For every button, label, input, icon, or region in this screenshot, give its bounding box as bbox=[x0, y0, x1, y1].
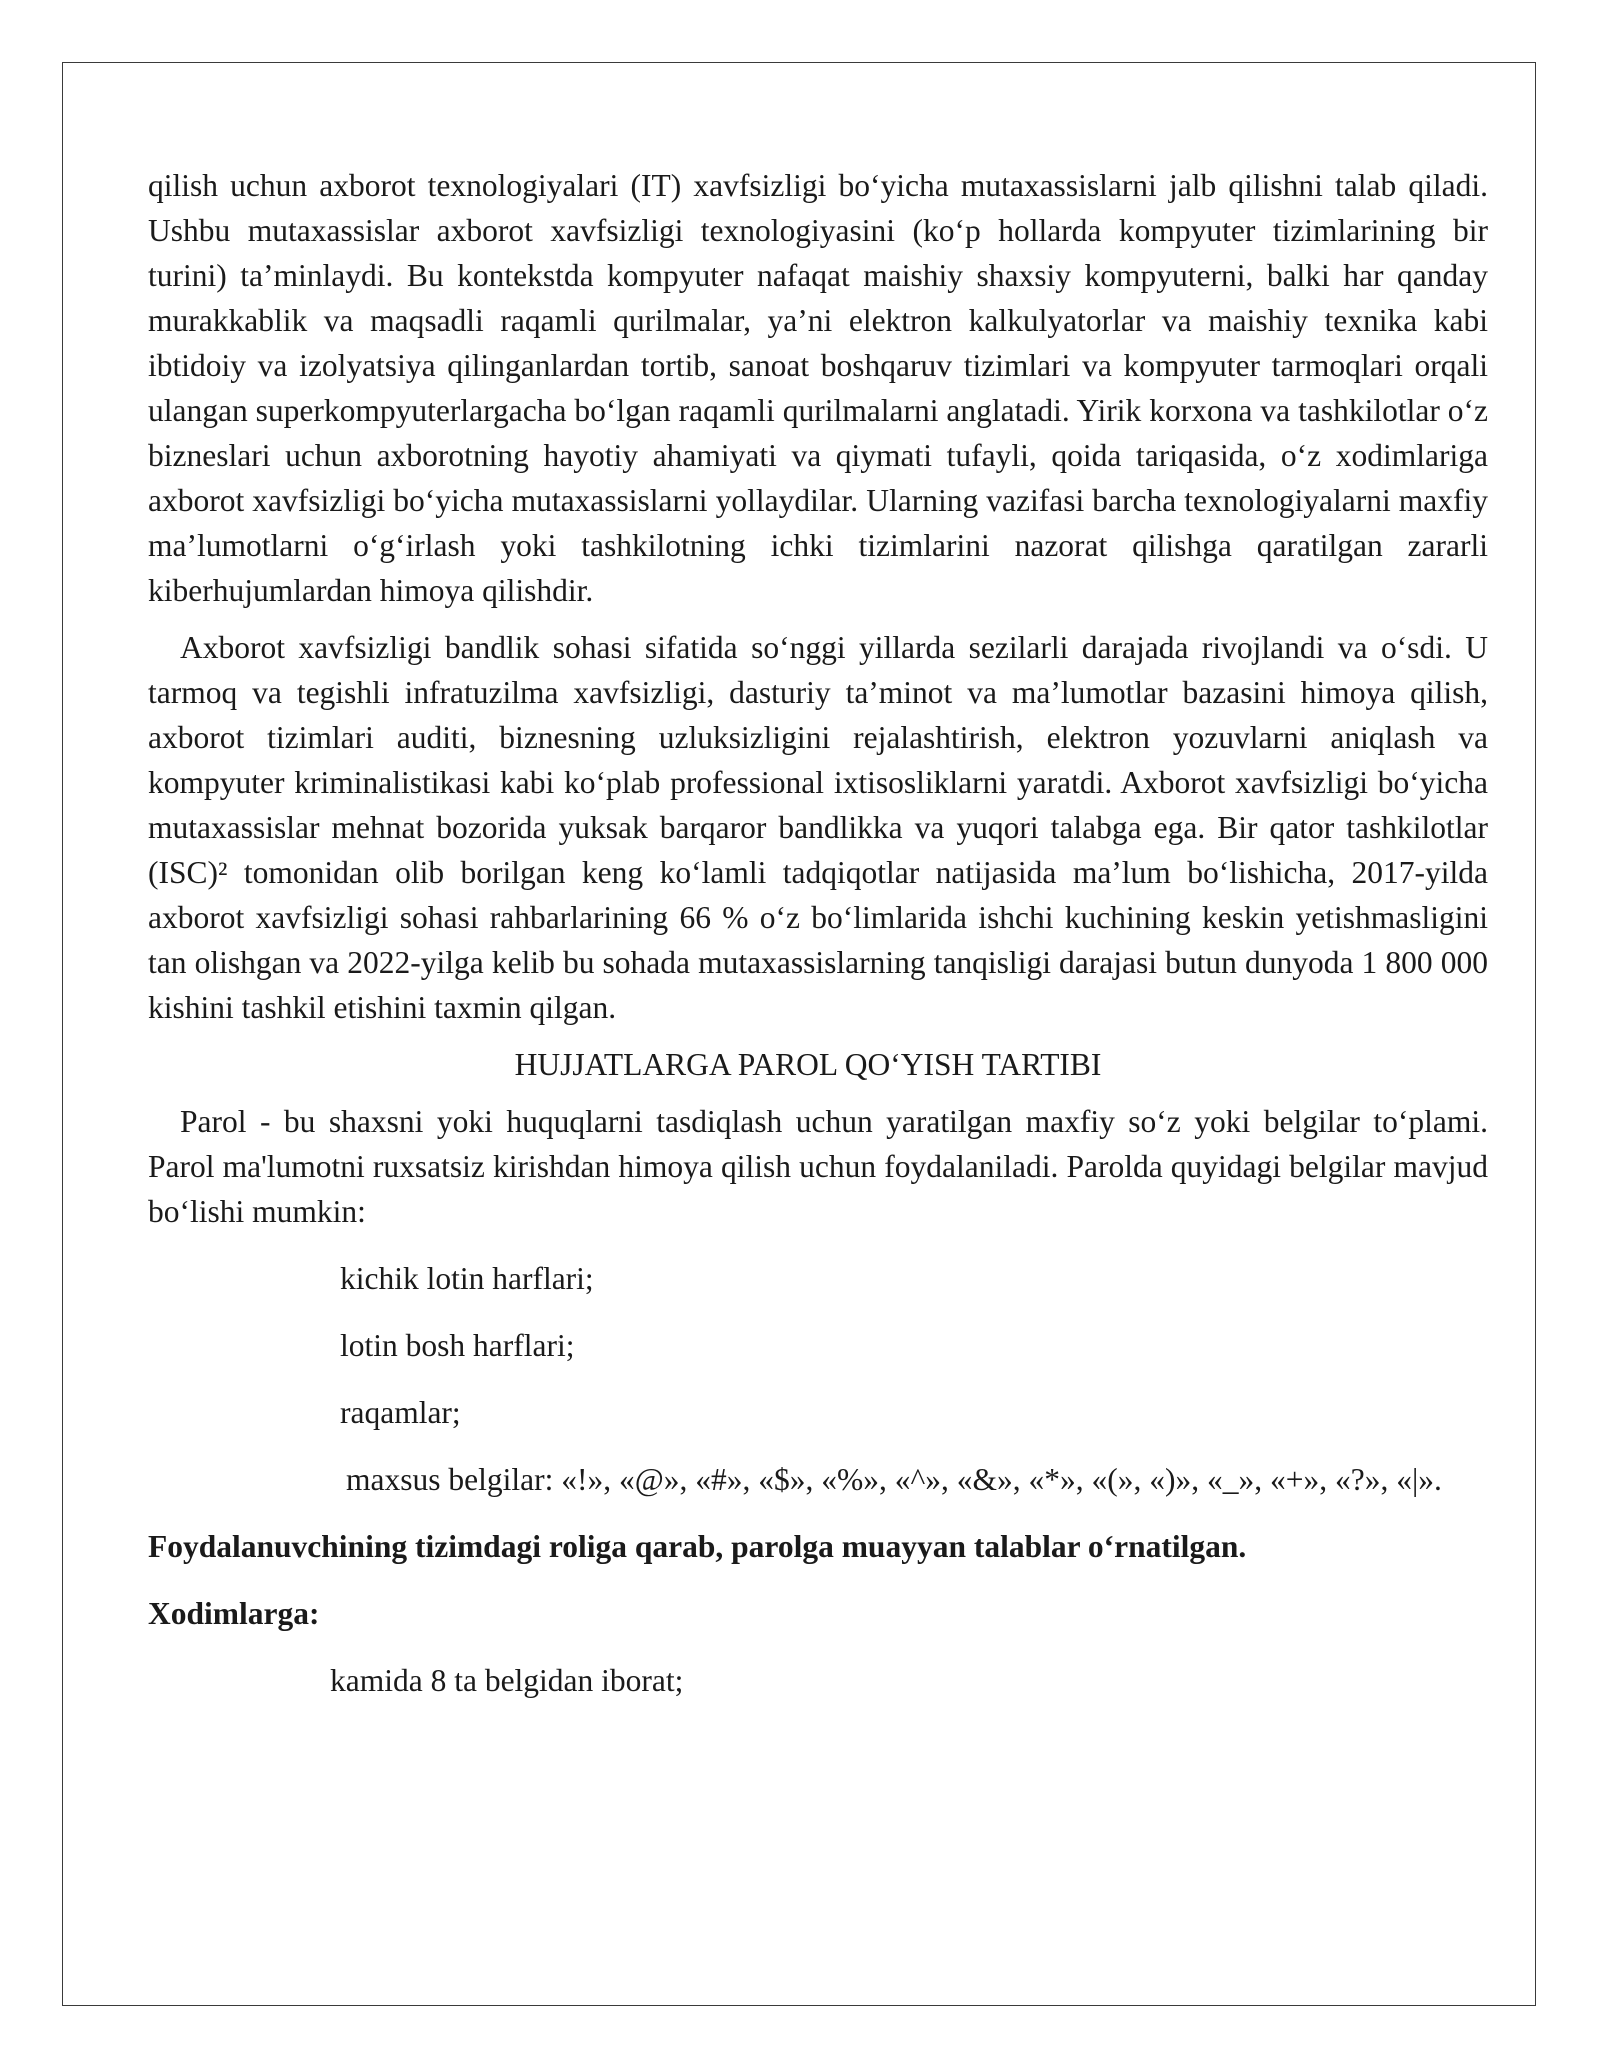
list-item-lowercase: kichik lotin harflari; bbox=[340, 1261, 594, 1296]
list-item-digits: raqamlar; bbox=[340, 1395, 461, 1430]
list-item-uppercase: lotin bosh harflari; bbox=[340, 1328, 575, 1363]
document-body bbox=[148, 163, 1488, 1703]
paragraph-password-definition: Parol - bu shaxsni yoki huquqlarni tasdiqlash uchun yaratilgan maxfiy so‘z yoki belgilar to‘plami. Parol ma'lumotni ruxsatsiz kirishdan himoya qilish uchun foydalaniladi. Parolda quyidagi belgilar mavjud bo‘lishi mumkin: bbox=[148, 1104, 1488, 1229]
bold-employees-label: Xodimlarga: bbox=[148, 1596, 320, 1631]
paragraph-employment-field: Axborot xavfsizligi bandlik sohasi sifatida so‘nggi yillarda sezilarli darajada rivojlandi va o‘sdi. U tarmoq va tegishli infratuzilma xavfsizligi, dasturiy ta’minot va ma’lumotlar bazasini himoya qilish, axborot tizimlari auditi, biznesning uzluksizligini rejalashtirish, elektron yozuvlarni aniqlash va kompyuter kriminalistikasi kabi ko‘plab professional ixtisosliklarni yaratdi. Axborot xavfsizligi bo‘yicha mutaxassislar mehnat bozorida yuksak barqaror bandlikka va yuqori talabga ega. Bir qator tashkilotlar (ISC)² tomonidan olib borilgan keng ko‘lamli tadqiqotlar natijasida ma’lum bo‘lishicha, 2017-yilda axborot xavfsizligi sohasi rahbarlarining 66 % o‘z bo‘limlarida ishchi kuchining keskin yetishmasligini tan olishgan va 2022-yilga kelib bu sohada mutaxassislarning tanqisligi darajasi butun dunyoda 1 800 000 kishini tashkil etishini taxmin qilgan. bbox=[148, 630, 1488, 1025]
bold-requirements-line: Foydalanuvchining tizimdagi roliga qarab, parolga muayyan talablar o‘rnatilgan. bbox=[148, 1529, 1247, 1564]
list-item-special-chars: maxsus belgilar: «!», «@», «#», «$», «%», «^», «&», «*», «(», «)», «_», «+», «?», «|». bbox=[346, 1462, 1442, 1497]
sub-list-item-min-length: kamida 8 ta belgidan iborat; bbox=[330, 1663, 684, 1698]
section-heading: HUJJATLARGA PAROL QO‘YISH TARTIBI bbox=[514, 1047, 1102, 1082]
paragraph-it-security-specialists: qilish uchun axborot texnologiyalari (IT) xavfsizligi bo‘yicha mutaxassislarni jalb qilishni talab qiladi. Ushbu mutaxassislar axborot xavfsizligi texnologiyasini (ko‘p hollarda kompyuter tizimlarining bir turini) ta’minlaydi. Bu kontekstda kompyuter nafaqat maishiy shaxsiy kompyuterni, balki har qanday murakkablik va maqsadli raqamli qurilmalar, ya’ni elektron kalkulyatorlar va maishiy texnika kabi ibtidoiy va izolyatsiya qilinganlardan tortib, sanoat boshqaruv tizimlari va kompyuter tarmoqlari orqali ulangan superkompyuterlargacha bo‘lgan raqamli qurilmalarni anglatadi. Yirik korxona va tashkilotlar o‘z bizneslari uchun axborotning hayotiy ahamiyati va qiymati tufayli, qoida tariqasida, o‘z xodimlariga axborot xavfsizligi bo‘yicha mutaxassislarni yollaydilar. Ularning vazifasi barcha texnologiyalarni maxfiy ma’lumotlarni o‘g‘irlash yoki tashkilotning ichki tizimlarini nazorat qilishga qaratilgan zararli kiberhujumlardan himoya qilishdir. bbox=[148, 168, 1488, 608]
